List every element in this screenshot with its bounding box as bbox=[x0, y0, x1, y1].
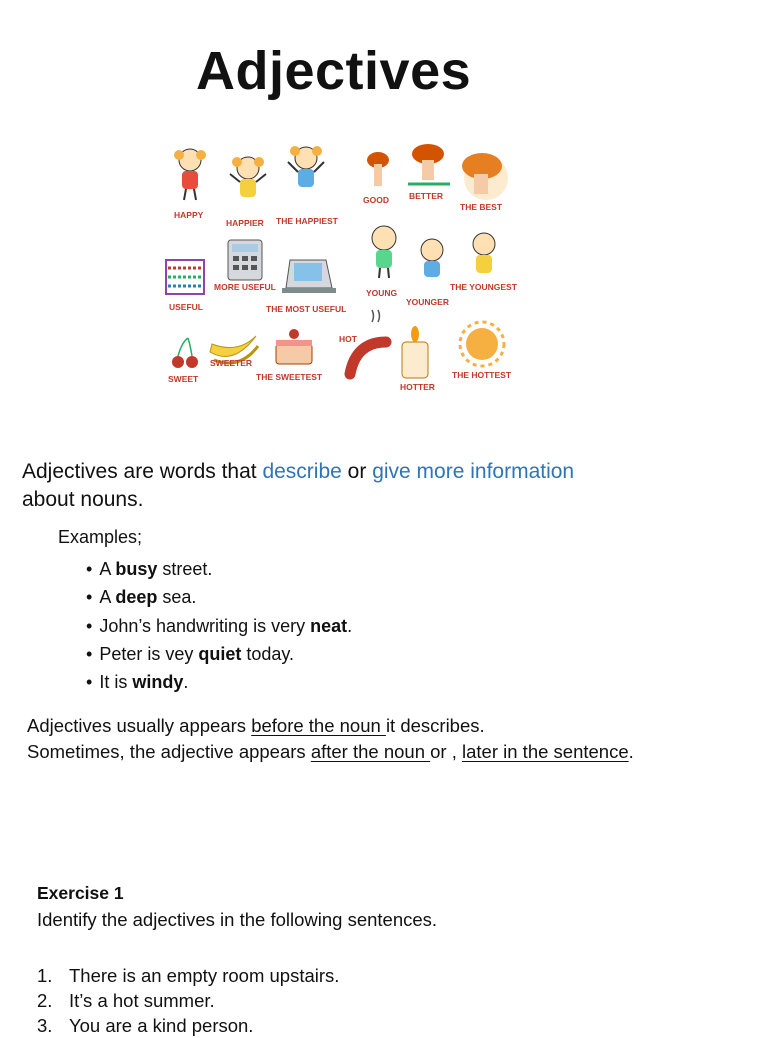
label-hottest: THE HOTTEST bbox=[452, 370, 512, 380]
example-item: • John’s handwriting is very neat. bbox=[86, 612, 352, 640]
label-good: GOOD bbox=[363, 195, 389, 205]
page-title: Adjectives bbox=[196, 41, 472, 101]
younger-boy-icon bbox=[421, 239, 443, 277]
label-most-useful: THE MOST USEFUL bbox=[266, 304, 347, 314]
exercise-item: 3. You are a kind person. bbox=[37, 1015, 254, 1036]
later-in-sentence-underline: later in the sentence bbox=[462, 741, 629, 762]
label-sweetest: THE SWEETEST bbox=[256, 372, 323, 382]
placement-paragraph: Adjectives usually appears before the noun it describes. Sometimes, the adjective appears after the noun or , later in the sentence. bbox=[27, 715, 634, 762]
give-more-information-highlight: give more information bbox=[372, 460, 575, 483]
exercise-item: 2. It’s a hot summer. bbox=[37, 990, 215, 1011]
example-item: • It is windy. bbox=[86, 668, 352, 696]
label-hotter: HOTTER bbox=[400, 382, 435, 392]
definition-text: Adjectives are words that bbox=[22, 460, 263, 483]
exercise-list bbox=[37, 963, 339, 1038]
happiest-girl-icon bbox=[288, 146, 324, 187]
exercise-title: Exercise 1 bbox=[37, 883, 124, 903]
before-the-noun-underline: before the noun bbox=[251, 715, 386, 736]
examples-heading: Examples; bbox=[58, 527, 143, 547]
cherries-icon bbox=[172, 338, 198, 368]
label-youngest: THE YOUNGEST bbox=[450, 282, 517, 292]
happy-girl-icon bbox=[174, 149, 206, 200]
candle-icon bbox=[402, 326, 428, 378]
definition-or: or bbox=[341, 460, 373, 483]
label-happy: HAPPY bbox=[174, 210, 204, 220]
describe-highlight: describe bbox=[262, 460, 342, 483]
adjectives-illustration bbox=[160, 138, 530, 400]
abacus-icon bbox=[166, 260, 204, 294]
sun-icon bbox=[460, 322, 504, 366]
better-mushroom-icon bbox=[408, 144, 450, 184]
label-better: BETTER bbox=[409, 191, 443, 201]
young-boy-icon bbox=[372, 226, 396, 278]
calculator-icon bbox=[228, 240, 262, 280]
after-the-noun-underline: after the noun bbox=[310, 741, 431, 762]
happier-girl-icon bbox=[230, 157, 266, 197]
laptop-icon bbox=[282, 260, 336, 293]
cake-icon bbox=[276, 329, 312, 364]
label-happiest: THE HAPPIEST bbox=[276, 216, 338, 226]
youngest-boy-icon bbox=[473, 233, 495, 273]
definition-paragraph bbox=[22, 458, 722, 514]
example-item: • A busy street. bbox=[86, 555, 352, 583]
label-more-useful: MORE USEFUL bbox=[214, 282, 276, 292]
exercise-instruction: Identify the adjectives in the following sentences. bbox=[37, 909, 438, 930]
label-young: YOUNG bbox=[366, 288, 398, 298]
label-hot: HOT bbox=[339, 334, 357, 344]
exercise-item: 1. There is an empty room upstairs. bbox=[37, 965, 340, 986]
label-useful: USEFUL bbox=[169, 302, 203, 312]
good-mushroom-icon bbox=[367, 152, 389, 186]
label-best: THE BEST bbox=[460, 202, 503, 212]
example-item: • A deep sea. bbox=[86, 583, 352, 611]
label-younger: YOUNGER bbox=[406, 297, 449, 307]
examples-list bbox=[86, 555, 352, 696]
label-sweet: SWEET bbox=[168, 374, 199, 384]
label-happier: HAPPIER bbox=[226, 218, 264, 228]
example-item: • Peter is vey quiet today. bbox=[86, 640, 352, 668]
label-sweeter: SWEETER bbox=[210, 358, 253, 368]
definition-text-end: about nouns. bbox=[22, 488, 144, 511]
